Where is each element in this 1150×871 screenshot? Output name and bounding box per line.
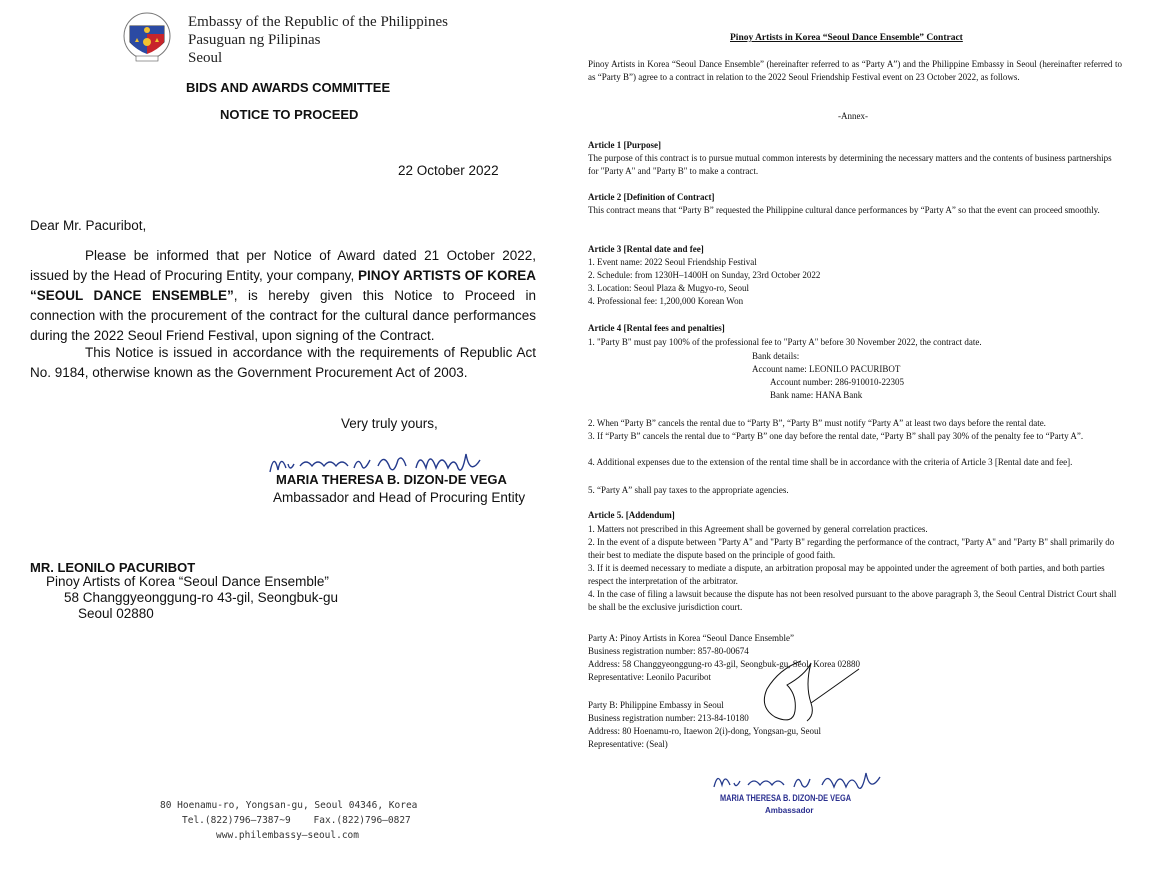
notice-paragraph-1	[30, 246, 536, 346]
party-b-line: Party B: Philippine Embassy in Seoul	[588, 700, 724, 710]
footer-line: 80 Hoenamu-ro, Yongsan-gu, Seoul 04346, Korea	[160, 800, 418, 811]
philippine-seal-icon	[122, 12, 172, 64]
contract-title: Pinoy Artists in Korea “Seoul Dance Ensemble” Contract	[730, 33, 963, 43]
party-b-line: Address: 80 Hoenamu-ro, Itaewon 2(i)-dong, Yongsan-gu, Seoul	[588, 726, 821, 736]
bank-detail: Account name: LEONILO PACURIBOT	[752, 364, 901, 374]
party-a-line: Party A: Pinoy Artists in Korea “Seoul Dance Ensemble”	[588, 633, 794, 643]
closing: Very truly yours,	[341, 416, 438, 431]
article-item: 3. If it is deemed necessary to mediate a dispute, an arbitration proposal may be appointed under the agreement of both parties, and both parties respect the interpretation of the arbitrator.	[588, 563, 1105, 586]
article-item: 4. Additional expenses due to the extension of the rental time shall be in accordance with the criteria of Article 3 [Rental date and fee].	[588, 457, 1073, 467]
notice-to-proceed-page	[0, 0, 560, 871]
addressee-line: 58 Changgyeonggung-ro 43-gil, Seongbuk-gu	[64, 590, 338, 605]
article-heading: Article 5. [Addendum]	[588, 510, 675, 520]
contract-page	[560, 0, 1150, 871]
article-item: 5. “Party A” shall pay taxes to the appropriate agencies.	[588, 485, 789, 495]
article-heading: Article 1 [Purpose]	[588, 140, 661, 150]
notice-paragraph-2: This Notice is issued in accordance with the requirements of Republic Act No. 9184, otherwise known as the Government Procurement Act of 2003.	[30, 345, 536, 380]
article-item: 1. Event name: 2022 Seoul Friendship Festival	[588, 257, 757, 267]
article-heading: Article 2 [Definition of Contract]	[588, 192, 715, 202]
notice-title: NOTICE TO PROCEED	[220, 107, 359, 122]
contract-intro: Pinoy Artists in Korea “Seoul Dance Ensemble” (hereinafter referred to as “Party A”) and the Philippine Embassy in Seoul (hereinafter referred to as “Party B”) agree to a contract in relation to the 2022 Seoul Friendship Festival event on 23 October 2022, as follows.	[588, 59, 1122, 82]
letter-date: 22 October 2022	[398, 163, 499, 178]
footer-line: www.philembassy–seoul.com	[216, 830, 359, 841]
article-item: 2. Schedule: from 1230H–1400H on Sunday, 23rd October 2022	[588, 270, 821, 280]
stamp-title: Ambassador	[765, 806, 814, 815]
article-item: 4. Professional fee: 1,200,000 Korean Won	[588, 296, 744, 306]
addressee-line: Pinoy Artists of Korea “Seoul Dance Ensemble”	[46, 574, 329, 589]
letterhead-line: Seoul	[188, 50, 223, 66]
article-item: 3. Location: Seoul Plaza & Mugyo-ro, Seoul	[588, 283, 749, 293]
article-item: 1. Matters not prescribed in this Agreement shall be governed by general correlation practices.	[588, 524, 928, 534]
article-heading: Article 3 [Rental date and fee]	[588, 244, 704, 254]
addressee-line: Seoul 02880	[78, 606, 154, 621]
bank-detail: Bank details:	[752, 351, 800, 361]
paragraph-text: , is hereby given this Notice to Proceed in connection with the procurement of the contract for the cultural dance performances during the 2022 Seoul Friend Festival, upon signing of the Contract.	[30, 288, 536, 343]
addressee-name: MR. LEONILO PACURIBOT	[30, 560, 196, 575]
article-heading: Article 4 [Rental fees and penalties]	[588, 323, 725, 333]
party-a-signature	[735, 655, 865, 727]
article-item: 3. If “Party B” cancels the rental due to “Party B” one day before the rental date, “Party B” shall pay 30% of the penalty fee to “Party A”.	[588, 431, 1084, 441]
ambassador-signature	[710, 767, 900, 795]
paragraph-text: Please be informed that per Notice of Award dated 21 October 2022, issued by the Head of Procuring Entity, your company,	[30, 248, 536, 283]
stamp-name: MARIA THERESA B. DIZON-DE VEGA	[720, 793, 852, 803]
company-name: PINOY ARTISTS OF KOREA “SEOUL DANCE ENSEMBLE”	[30, 268, 536, 303]
footer-line: Tel.(822)796–7387~9 Fax.(822)796–0827	[182, 815, 411, 826]
article-item: 4. In the case of filing a lawsuit because the dispute has not been resolved pursuant to the above paragraph 3, the Seoul Central District Court shall be shall be the exclusive jurisdiction court.	[588, 589, 1117, 612]
article-body: This contract means that “Party B” requested the Philippine cultural dance performances by “Party A” so that the event can proceed smoothly.	[588, 205, 1100, 215]
committee-heading: BIDS AND AWARDS COMMITTEE	[186, 80, 391, 95]
article-body: The purpose of this contract is to pursue mutual common interests by determining the necessary matters and the contents of business partnerships for "Party A" and "Party B" to make a contract.	[588, 153, 1112, 176]
party-a-line: Business registration number: 857-80-00674	[588, 646, 749, 656]
party-a-line: Representative: Leonilo Pacuribot	[588, 672, 711, 682]
article-item: 2. In the event of a dispute between "Party A" and "Party B" regarding the performance of the contract, "Party A" and "Party B" shall primarily do their best to mediate the dispute based on the principle of good faith.	[588, 537, 1115, 560]
party-b-line: Business registration number: 213-84-10180	[588, 713, 749, 723]
party-b-line: Representative: (Seal)	[588, 739, 668, 749]
signatory-title: Ambassador and Head of Procuring Entity	[273, 490, 526, 505]
annex-label: -Annex-	[838, 111, 868, 121]
bank-detail: Bank name: HANA Bank	[770, 390, 863, 400]
salutation: Dear Mr. Pacuribot,	[30, 218, 147, 233]
bank-detail: Account number: 286-910010-22305	[770, 377, 904, 387]
article-item: 1. "Party B" must pay 100% of the professional fee to "Party A" before 30 November 2022, the contract date.	[588, 337, 982, 347]
letterhead-line: Embassy of the Republic of the Philippines	[188, 14, 448, 30]
article-item: 2. When “Party B” cancels the rental due to “Party B”, “Party B” must notify “Party A” at least two days before the rental date.	[588, 418, 1046, 428]
party-a-line: Address: 58 Changgyeonggung-ro 43-gil, Seongbuk-gu, Seol, Korea 02880	[588, 659, 860, 669]
signatory-name: MARIA THERESA B. DIZON-DE VEGA	[276, 472, 507, 487]
letterhead-line: Pasuguan ng Pilipinas	[188, 32, 321, 48]
